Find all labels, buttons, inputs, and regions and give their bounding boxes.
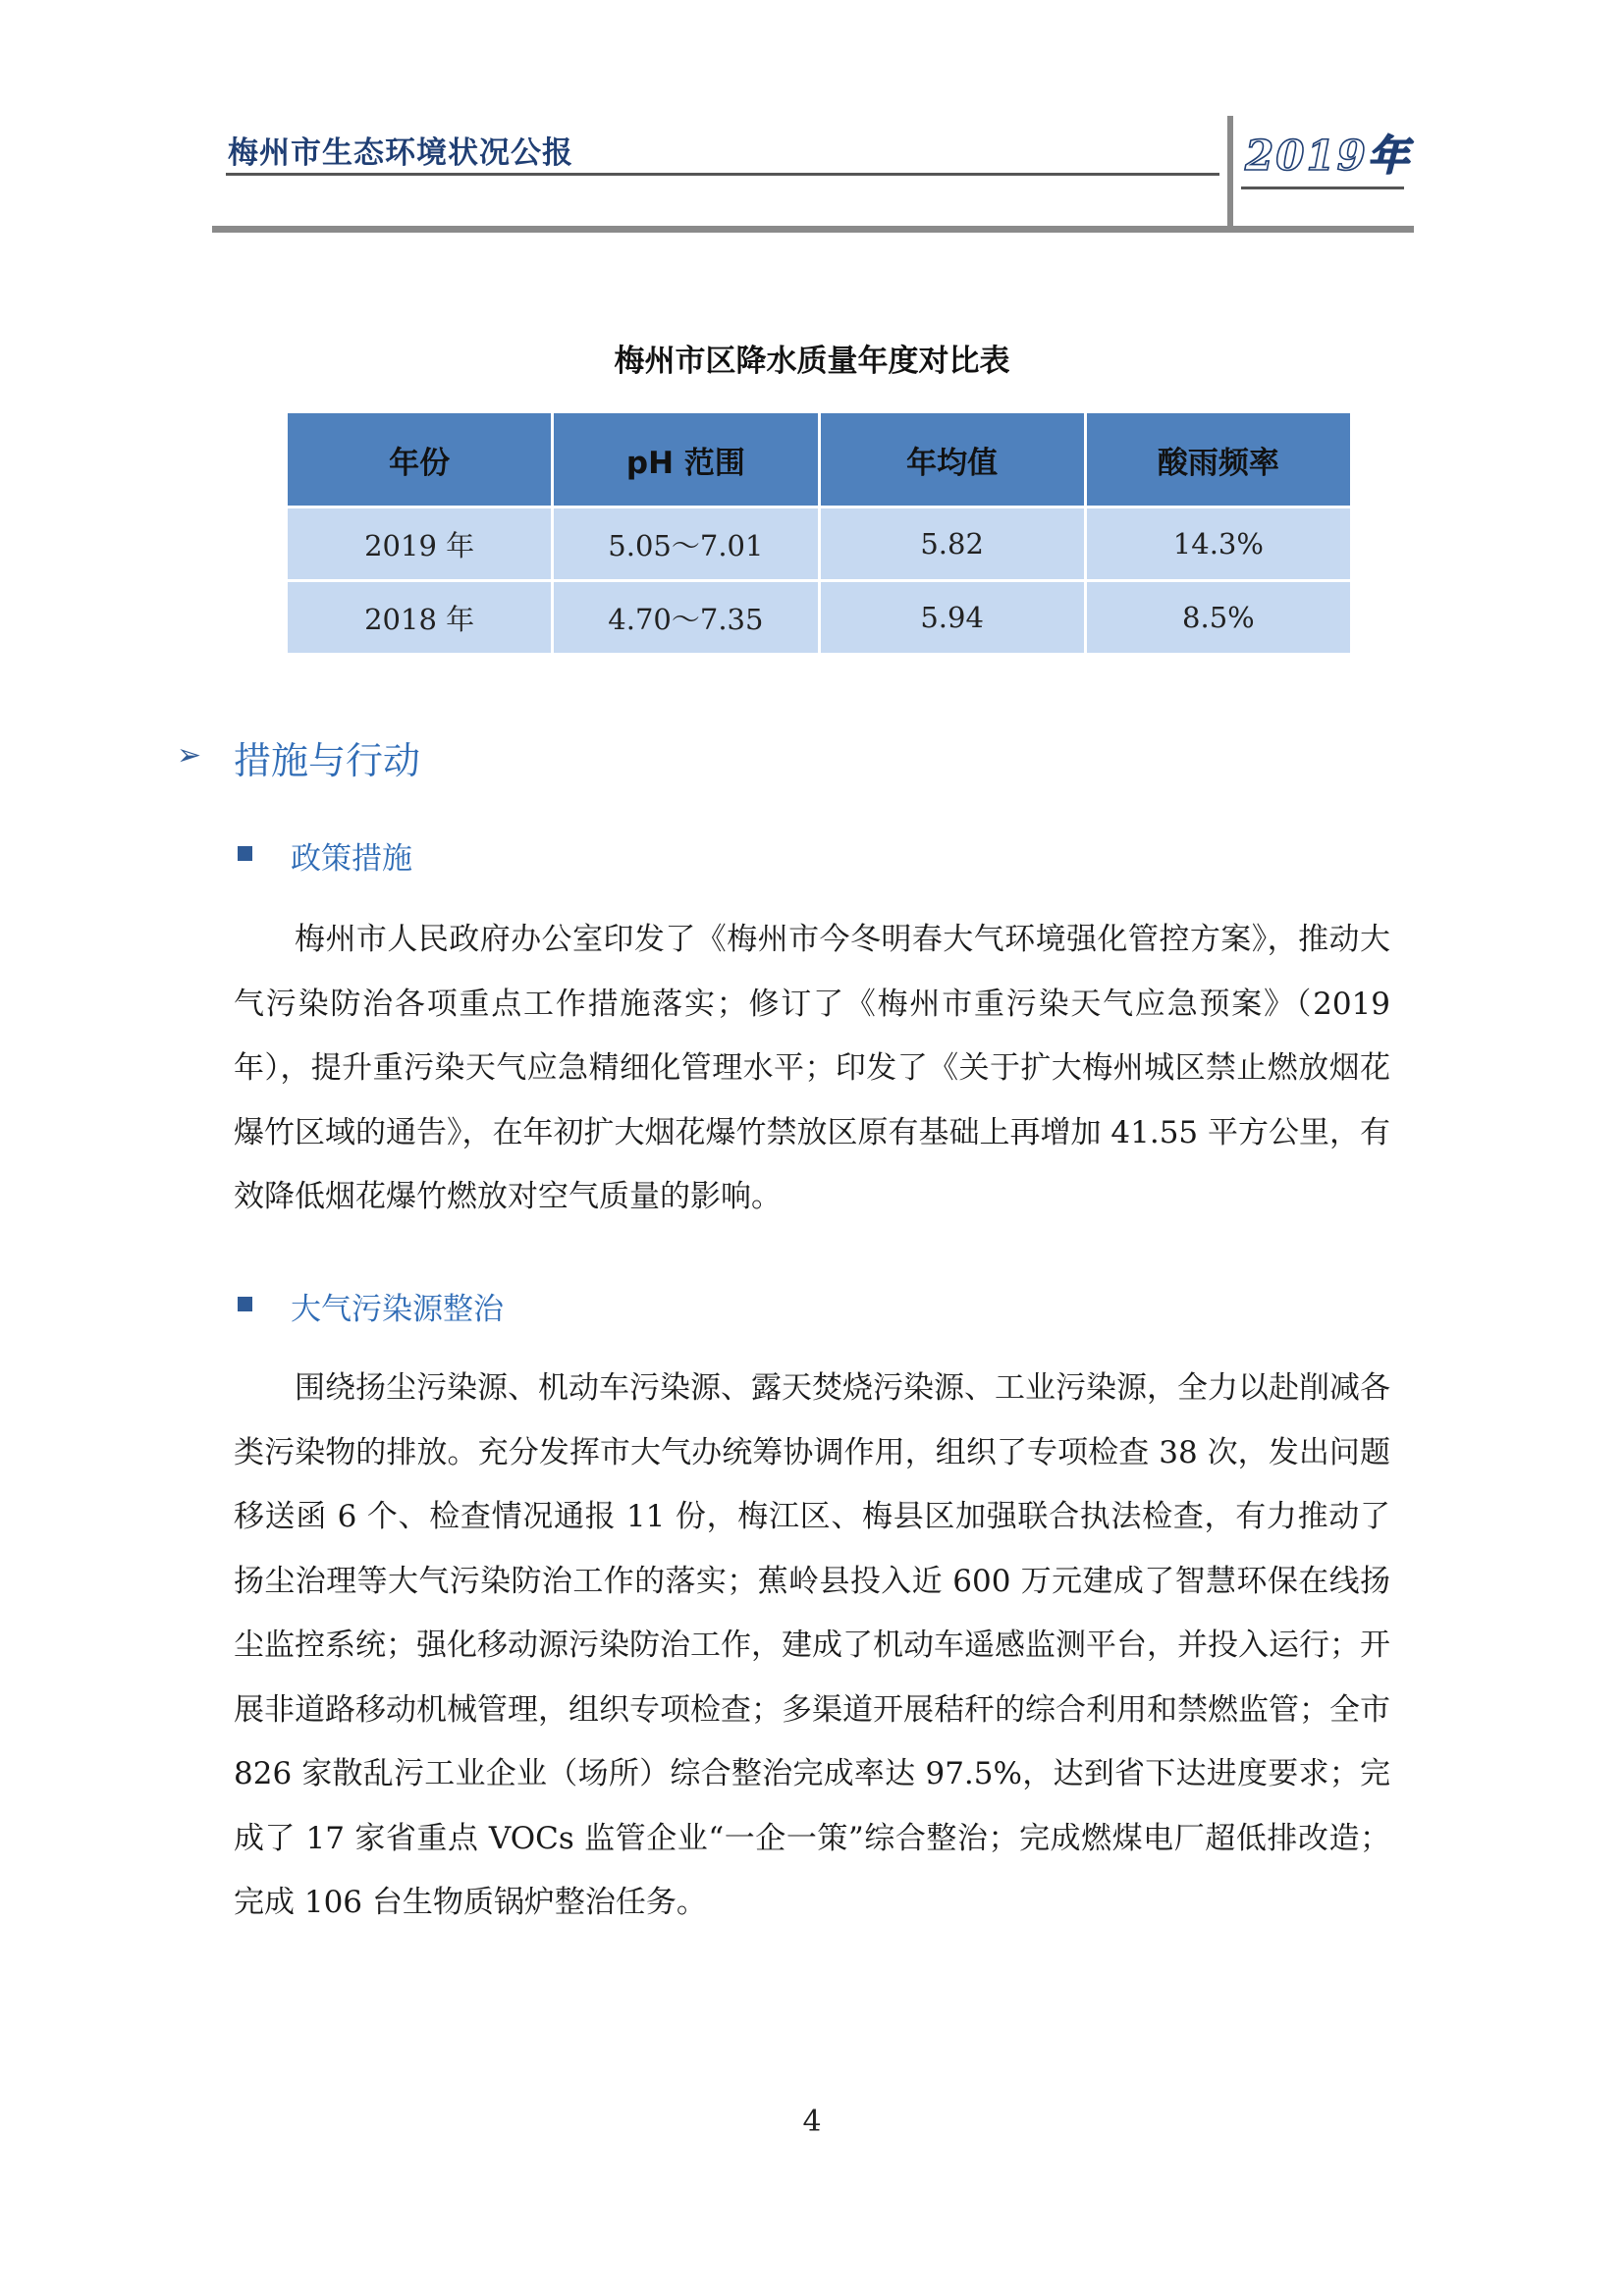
header-cell-year: 年份 [287, 412, 553, 507]
paragraph-pollution-control: 围绕扬尘污染源、机动车污染源、露天焚烧污染源、工业污染源，全力以赴削减各类污染物的排放。充分发挥市大气办统筹协调作用，组织了专项检查 38 次，发出问题移送函 6 个、检查情况通报 11 份，梅江区、梅县区加强联合执法检查，有力推动了扬尘治理等大气污染防治工作的落实；蕉岭县投入近 600 万元建成了智慧环保在线扬尘监控系统；强化移动源污染防治工作，建成了机动车遥感监测平台，并投入运行；开展非道路移动机械管理，组织专项检查；多渠道开展秸秆的综合利用和禁燃监管；全市 826 家散乱污工业企业（场所）综合整治完成率达 97.5%，达到省下达进度要求；完成了 17 家省重点 VOCs 监管企业“一企一策”综合整治；完成燃煤电厂超低排改造；完成 106 台生物质锅炉整治任务。 [234, 1370, 1390, 1920]
year-underline [1241, 187, 1404, 189]
report-title: 梅州市生态环境状况公报 [228, 135, 573, 171]
table-header-row [287, 412, 1352, 507]
header-cell-acid-rain-frequency: 酸雨频率 [1085, 412, 1351, 507]
table-cell: 2019 年 [287, 507, 553, 581]
header-rule [212, 226, 1414, 233]
arrow-bullet-icon: ➢ [177, 738, 202, 773]
table-cell: 2018 年 [287, 581, 553, 655]
table-cell: 8.5% [1085, 581, 1351, 655]
report-year: 2019年 [1245, 132, 1411, 180]
precipitation-comparison-table [285, 410, 1353, 656]
header-cell-ph-range: pH 范围 [553, 412, 819, 507]
subsection-title-policy: 政策措施 [291, 841, 412, 877]
paragraph-policy: 梅州市人民政府办公室印发了《梅州市今冬明春大气环境强化管控方案》，推动大气污染防治各项重点工作措施落实；修订了《梅州市重污染天气应急预案》（2019 年），提升重污染天气应急精细化管理水平；印发了《关于扩大梅州城区禁止燃放烟花爆竹区域的通告》，在年初扩大烟花爆竹禁放区原有基础上再增加 41.55 平方公里，有效降低烟花爆竹燃放对空气质量的影响。 [234, 922, 1390, 1214]
table-row [287, 581, 1352, 655]
square-bullet-icon [238, 846, 252, 861]
square-bullet-icon [238, 1297, 252, 1311]
table-row [287, 507, 1352, 581]
table-cell: 5.94 [819, 581, 1085, 655]
section-title: 措施与行动 [234, 739, 421, 782]
header-cell-annual-mean: 年均值 [819, 412, 1085, 507]
table-cell: 4.70～7.35 [553, 581, 819, 655]
table-cell: 5.82 [819, 507, 1085, 581]
table-cell: 5.05～7.01 [553, 507, 819, 581]
header-underline [226, 173, 1219, 176]
table-cell: 14.3% [1085, 507, 1351, 581]
header-divider [1227, 116, 1233, 231]
subsection-title-pollution-control: 大气污染源整治 [291, 1292, 504, 1327]
page-number: 4 [802, 2105, 822, 2139]
table-caption: 梅州市区降水质量年度对比表 [614, 344, 1010, 379]
